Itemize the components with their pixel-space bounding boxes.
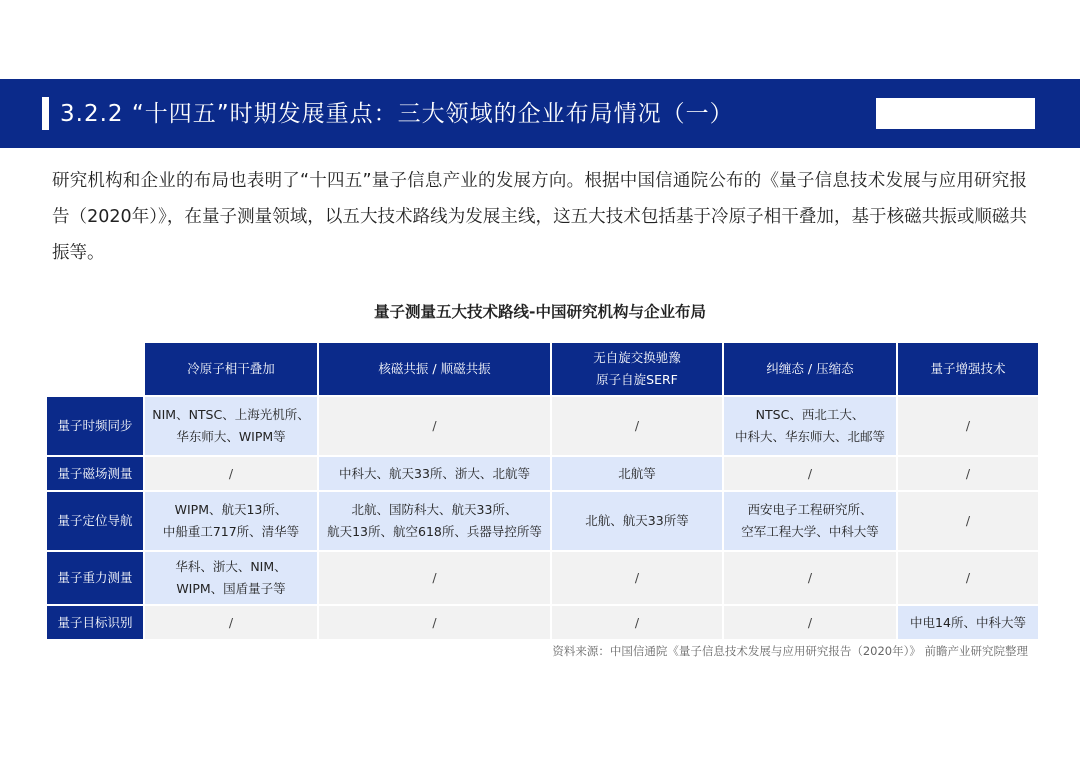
cell-line: 航天13所、航空618所、兵器导控所等 (327, 524, 542, 539)
cell-line: / (432, 614, 437, 630)
table-header-row (47, 343, 1038, 395)
cell-line: 华东师大、WIPM等 (176, 429, 286, 444)
layout-table (45, 341, 1040, 641)
table-row (47, 552, 1038, 604)
table-corner-cell (47, 343, 143, 395)
table-cell (898, 606, 1038, 639)
table-cell (724, 606, 896, 639)
column-header (145, 343, 317, 395)
row-header: 量子重力测量 (47, 552, 143, 604)
table-cell (552, 457, 722, 490)
table-cell (898, 457, 1038, 490)
cell-line: 空军工程大学、中科大等 (741, 524, 879, 539)
cell-line: / (807, 465, 813, 481)
column-header-line: 原子自旋SERF (596, 372, 678, 387)
table-cell (552, 606, 722, 639)
table-body (47, 397, 1038, 639)
cell-line: 中电14所、中科大等 (910, 614, 1026, 630)
table-cell (898, 492, 1038, 550)
row-header: 量子磁场测量 (47, 457, 143, 490)
column-header-line: 纠缠态 / 压缩态 (766, 361, 854, 376)
column-header (319, 343, 550, 395)
intro-paragraph: 研究机构和企业的布局也表明了“十四五”量子信息产业的发展方向。根据中国信通院公布的《量子信息技术发展与应用研究报告（2020年）》，在量子测量领域，以五大技术路线为发展主线，这五大技术包括基于冷原子相干叠加，基于核磁共振或顺磁共振等。 (52, 171, 1027, 263)
header-blank-box (876, 98, 1035, 129)
table-cell (724, 457, 896, 490)
column-header (898, 343, 1038, 395)
column-header-line: 量子增强技术 (930, 361, 1006, 376)
cell-line: 中船重工717所、清华等 (162, 524, 300, 539)
table-cell (319, 457, 550, 490)
cell-line: / (965, 465, 971, 481)
table-cell (145, 606, 317, 639)
table-cell (724, 397, 896, 455)
table-cell (319, 397, 550, 455)
table-title: 量子测量五大技术路线-中国研究机构与企业布局 (374, 303, 706, 321)
cell-line: / (634, 418, 640, 433)
table-cell (319, 552, 550, 604)
column-header (552, 343, 722, 395)
column-header (724, 343, 896, 395)
cell-line: 华科、浙大、NIM、 (175, 559, 287, 574)
table-cell (552, 492, 722, 550)
table-row (47, 457, 1038, 490)
cell-line: 中科大、华东师大、北邮等 (734, 429, 885, 444)
cell-line: / (807, 614, 813, 630)
table-cell (552, 397, 722, 455)
table-cell (319, 606, 550, 639)
column-header-line: 冷原子相干叠加 (187, 361, 275, 376)
cell-line: / (634, 570, 640, 585)
cell-line: 西安电子工程研究所、 (747, 502, 873, 517)
cell-line: / (432, 570, 437, 585)
source-note: 资料来源：中国信通院《量子信息技术发展与应用研究报告（2020年）》 前瞻产业研究院整理 (552, 644, 1028, 658)
table-row (47, 606, 1038, 639)
table-cell (724, 492, 896, 550)
table-cell (145, 552, 317, 604)
cell-line: / (432, 418, 437, 433)
cell-line: / (228, 614, 234, 630)
table-cell (145, 492, 317, 550)
cell-line: 北航、航天33所等 (585, 513, 689, 528)
cell-line: / (228, 465, 234, 481)
table-cell (898, 397, 1038, 455)
row-header: 量子目标识别 (47, 606, 143, 639)
table-row (47, 397, 1038, 455)
cell-line: / (965, 418, 971, 433)
table-cell (724, 552, 896, 604)
table-cell (145, 457, 317, 490)
table-row (47, 492, 1038, 550)
cell-line: 中科大、航天33所、浙大、北航等 (339, 465, 530, 481)
cell-line: / (965, 513, 971, 528)
row-header: 量子时频同步 (47, 397, 143, 455)
cell-line: WIPM、航天13所、 (174, 502, 288, 517)
table-cell (319, 492, 550, 550)
table-cell (145, 397, 317, 455)
page-title: 3.2.2 “十四五”时期发展重点：三大领域的企业布局情况（一） (60, 101, 734, 127)
cell-line: WIPM、国盾量子等 (176, 581, 286, 596)
row-header: 量子定位导航 (47, 492, 143, 550)
cell-line: NIM、NTSC、上海光机所、 (152, 407, 310, 422)
header-accent-bar (42, 97, 49, 130)
table-cell (898, 552, 1038, 604)
cell-line: 北航等 (618, 465, 656, 481)
cell-line: / (634, 614, 640, 630)
column-header-line: 无自旋交换驰豫 (593, 350, 681, 365)
cell-line: / (965, 570, 971, 585)
cell-line: 北航、国防科大、航天33所、 (351, 502, 518, 517)
cell-line: NTSC、西北工大、 (755, 407, 865, 422)
column-header-line: 核磁共振 / 顺磁共振 (378, 361, 491, 376)
table-cell (552, 552, 722, 604)
cell-line: / (807, 570, 813, 585)
